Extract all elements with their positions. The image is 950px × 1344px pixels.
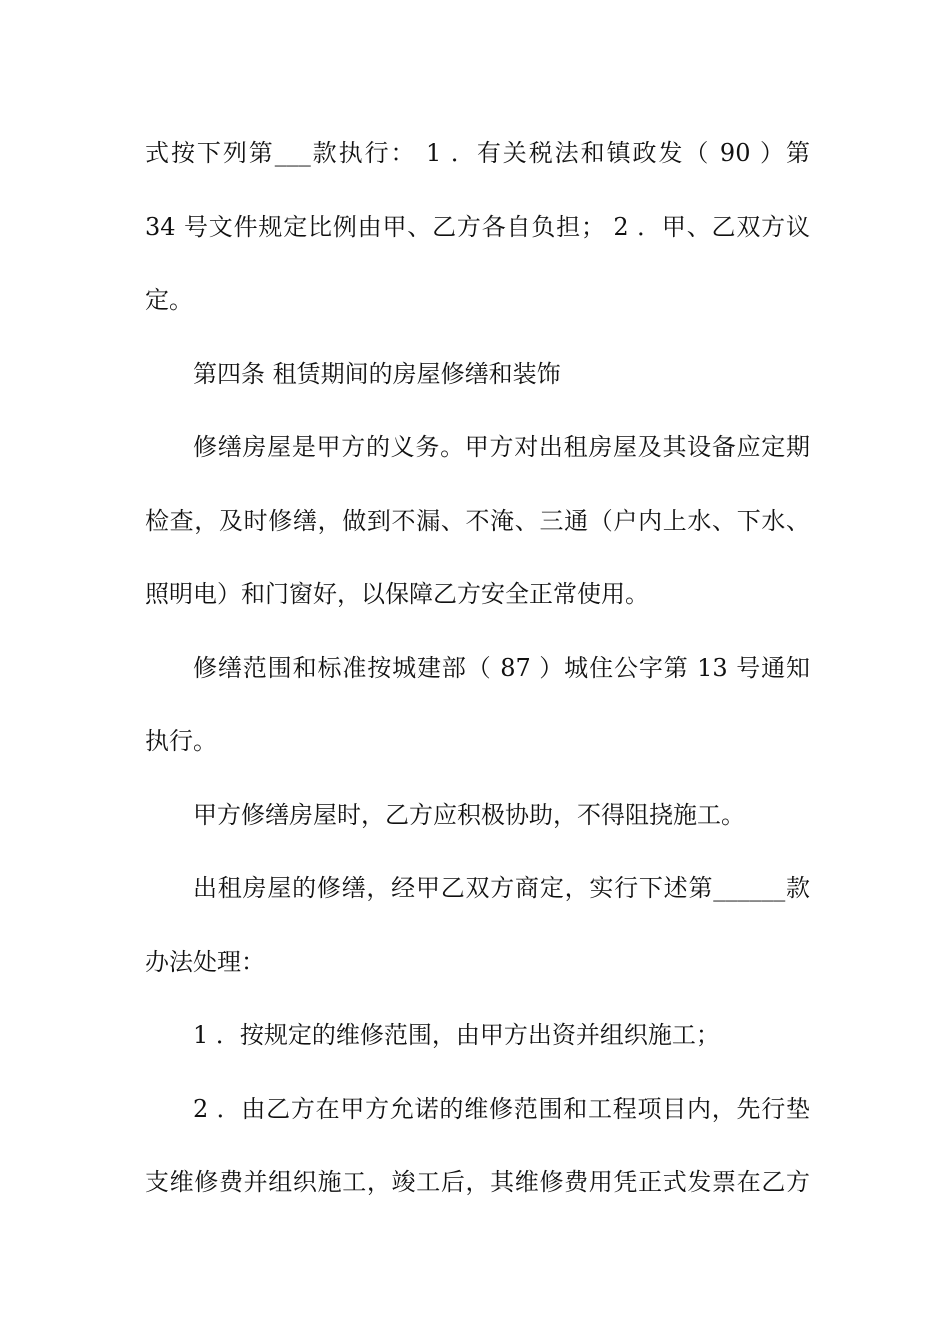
document-body xyxy=(145,130,810,1233)
list-item: 2 ．由乙方在甲方允诺的维修范围和工程项目内，先行垫 xyxy=(193,1094,810,1123)
paragraph-line: 出租房屋的修缮，经甲乙双方商定，实行下述第______款 xyxy=(193,874,810,902)
article-heading: 第四条 租赁期间的房屋修缮和装饰 xyxy=(193,359,561,388)
paragraph-line: 定。 xyxy=(145,286,193,314)
paragraph-line: 照明电）和门窗好，以保障乙方安全正常使用。 xyxy=(145,580,649,608)
list-item: 1 ．按规定的维修范围，由甲方出资并组织施工； xyxy=(193,1021,720,1049)
paragraph-line: 执行。 xyxy=(145,727,217,755)
paragraph-line: 修缮房屋是甲方的义务。甲方对出租房屋及其设备应定期 xyxy=(193,433,810,461)
paragraph-line: 支维修费并组织施工，竣工后，其维修费用凭正式发票在乙方 xyxy=(145,1168,810,1196)
paragraph-line: 34 号文件规定比例由甲、乙方各自负担； 2 ．甲、乙双方议 xyxy=(145,212,810,241)
paragraph-line: 办法处理： xyxy=(145,947,265,976)
paragraph-line: 检查，及时修缮，做到不漏、不淹、三通（户内上水、下水、 xyxy=(145,506,810,535)
paragraph-line: 式按下列第___款执行： 1 ．有关税法和镇政发（ 90 ）第 xyxy=(145,139,810,167)
paragraph-line: 修缮范围和标准按城建部（ 87 ）城住公字第 13 号通知 xyxy=(193,653,810,682)
paragraph-line: 甲方修缮房屋时，乙方应积极协助，不得阻挠施工。 xyxy=(193,800,745,829)
